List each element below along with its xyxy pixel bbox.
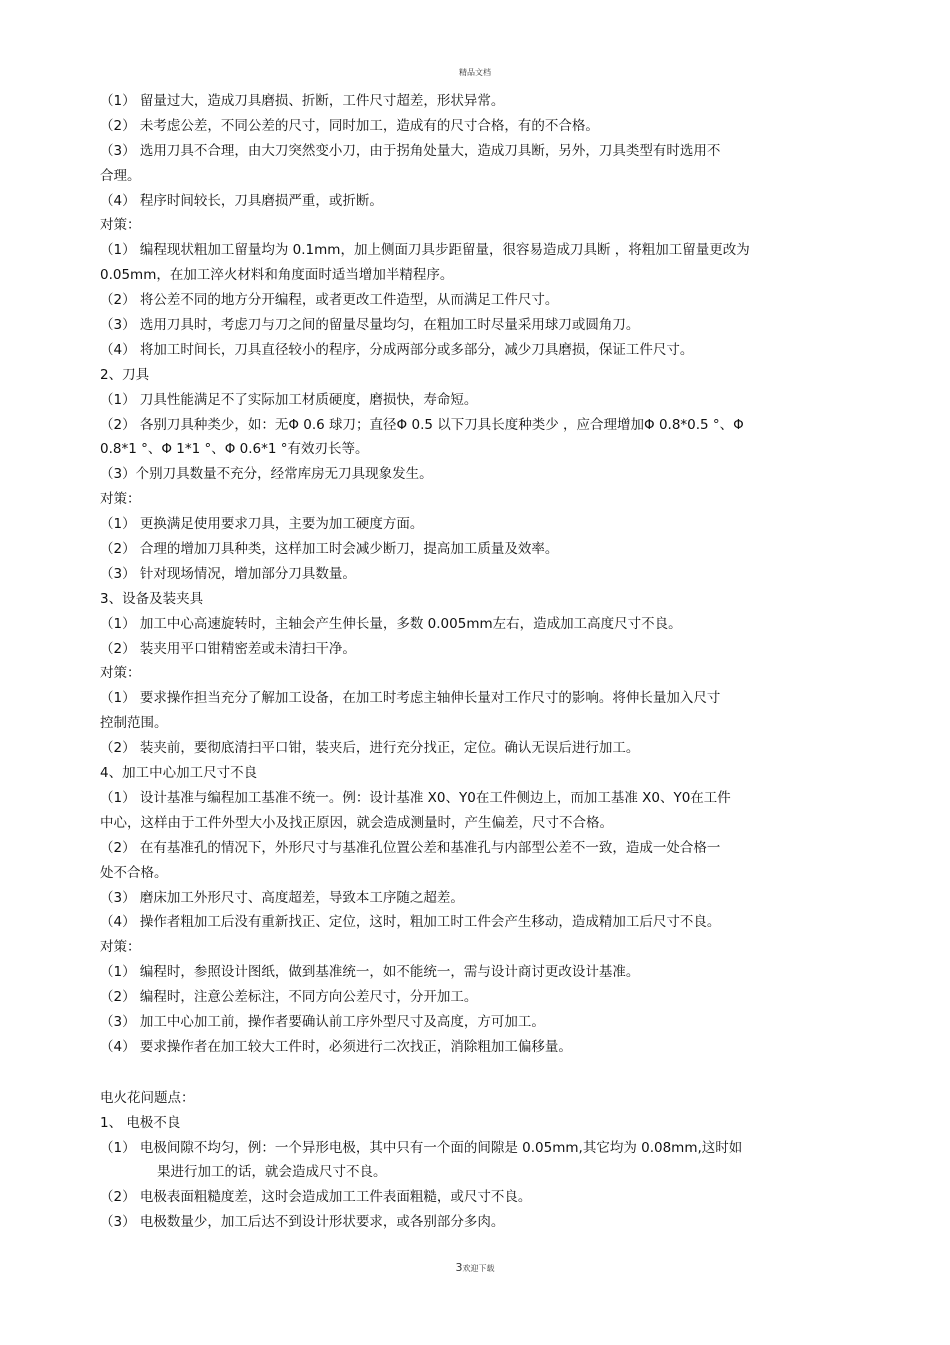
text-line: （2） 未考虑公差，不同公差的尺寸，同时加工，造成有的尺寸合格，有的不合格。 — [100, 117, 599, 134]
text-line: 0.05mm，在加工淬火材料和角度面时适当增加半精程序。 — [100, 267, 454, 284]
text-line: （2） 在有基准孔的情况下，外形尺寸与基准孔位置公差和基准孔与内部型公差不一致，造成一处合格一 — [100, 839, 721, 856]
text-line: 4、加工中心加工尺寸不良 — [100, 765, 258, 782]
text-line: 对策： — [100, 939, 141, 956]
text-line: （3） 电极数量少，加工后达不到设计形状要求，或各别部分多肉。 — [100, 1214, 505, 1231]
text-line: 处不合格。 — [100, 864, 168, 881]
text-line: （3） 加工中心加工前，操作者要确认前工序外型尺寸及高度，方可加工。 — [100, 1013, 545, 1030]
text-line: （4） 程序时间较长，刀具磨损严重，或折断。 — [100, 192, 383, 209]
text-line: （1） 刀具性能满足不了实际加工材质硬度，磨损快，寿命短。 — [100, 391, 478, 408]
text-line: 对策： — [100, 217, 141, 234]
text-line: （1） 留量过大，造成刀具磨损、折断，工件尺寸超差，形状异常。 — [100, 93, 505, 109]
text-line: 合理。 — [100, 167, 141, 184]
paragraph-gap — [100, 1060, 875, 1086]
text-line: 2、刀具 — [100, 366, 150, 383]
text-line: （4） 将加工时间长，刀具直径较小的程序，分成两部分或多部分，减少刀具磨损，保证工件尺寸。 — [100, 341, 694, 358]
text-line: （3） 选用刀具时，考虑刀与刀之间的留量尽量均匀，在粗加工时尽量采用球刀或圆角刀。 — [100, 317, 640, 334]
page-header: 精品文档 — [459, 68, 491, 77]
text-line: （2） 各别刀具种类少，如：无Φ 0.6 球刀；直径Φ 0.5 以下刀具长度种类少 ，应合理增加Φ 0.8*0.5 °、Φ — [100, 416, 744, 433]
text-line: 果进行加工的话，就会造成尺寸不良。 — [157, 1164, 387, 1181]
text-line: （1） 编程时，参照设计图纸，做到基准统一，如不能统一，需与设计商讨更改设计基准。 — [100, 964, 640, 981]
text-line: （1） 更换满足使用要求刀具，主要为加工硬度方面。 — [100, 516, 424, 533]
text-line: （2） 装夹用平口钳精密差或未清扫干净。 — [100, 640, 356, 657]
text-line: （3） 磨床加工外形尺寸、高度超差，导致本工序随之超差。 — [100, 889, 464, 906]
text-line: （2） 电极表面粗糙度差，这时会造成加工工件表面粗糙，或尺寸不良。 — [100, 1189, 532, 1206]
text-line: （3） 针对现场情况，增加部分刀具数量。 — [100, 565, 356, 582]
text-line: 0.8*1 °、Φ 1*1 °、Φ 0.6*1 °有效刃长等。 — [100, 441, 369, 458]
text-line: 对策： — [100, 665, 141, 682]
text-line: （3） 选用刀具不合理，由大刀突然变小刀，由于拐角处量大，造成刀具断，另外，刀具类型有时选用不 — [100, 142, 721, 159]
text-line: （2） 装夹前，要彻底清扫平口钳，装夹后，进行充分找正，定位。确认无误后进行加工。 — [100, 740, 640, 757]
text-line: （4） 要求操作者在加工较大工件时，必须进行二次找正，消除粗加工偏移量。 — [100, 1038, 572, 1055]
page-number: 3 — [455, 1261, 463, 1274]
text-line: （3）个别刀具数量不充分，经常库房无刀具现象发生。 — [100, 466, 433, 483]
footer-text: 欢迎下载 — [462, 1264, 495, 1273]
text-line: 1、 电极不良 — [100, 1114, 181, 1131]
text-line: （1） 编程现状粗加工留量均为 0.1mm，加上侧面刀具步距留量，很容易造成刀具断 ，将粗加工留量更改为 — [100, 242, 750, 259]
text-line: （2） 合理的增加刀具种类，这样加工时会减少断刀，提高加工质量及效率。 — [100, 541, 559, 558]
text-line: 中心，这样由于工件外型大小及找正原因，就会造成测量时，产生偏差，尺寸不合格。 — [100, 814, 613, 831]
text-line: （1） 加工中心高速旋转时，主轴会产生伸长量，多数 0.005mm左右，造成加工高度尺寸不良。 — [100, 615, 682, 632]
text-line: 3、设备及装夹具 — [100, 590, 204, 607]
text-line: （2） 将公差不同的地方分开编程，或者更改工件造型，从而满足工件尺寸。 — [100, 292, 559, 309]
text-line: 对策： — [100, 491, 141, 508]
text-line: （2） 编程时，注意公差标注，不同方向公差尺寸，分开加工。 — [100, 989, 478, 1006]
text-line: 控制范围。 — [100, 715, 168, 732]
text-line: （1） 要求操作担当充分了解加工设备，在加工时考虑主轴伸长量对工作尺寸的影响。将伸长量加入尺寸 — [100, 690, 721, 707]
text-line: 电火花问题点： — [100, 1089, 195, 1106]
text-line: （1） 电极间隙不均匀，例：一个异形电极，其中只有一个面的间隙是 0.05mm,其它均为 0.08mm,这时如 — [100, 1139, 743, 1156]
page-footer — [0, 1261, 950, 1274]
document-body — [100, 89, 875, 1235]
text-line: （1） 设计基准与编程加工基准不统一。例：设计基准 X0、Y0在工件侧边上，而加工基准 X0、Y0在工件 — [100, 789, 731, 806]
text-line: （4） 操作者粗加工后没有重新找正、定位，这时，粗加工时工件会产生移动，造成精加工后尺寸不良。 — [100, 914, 721, 931]
